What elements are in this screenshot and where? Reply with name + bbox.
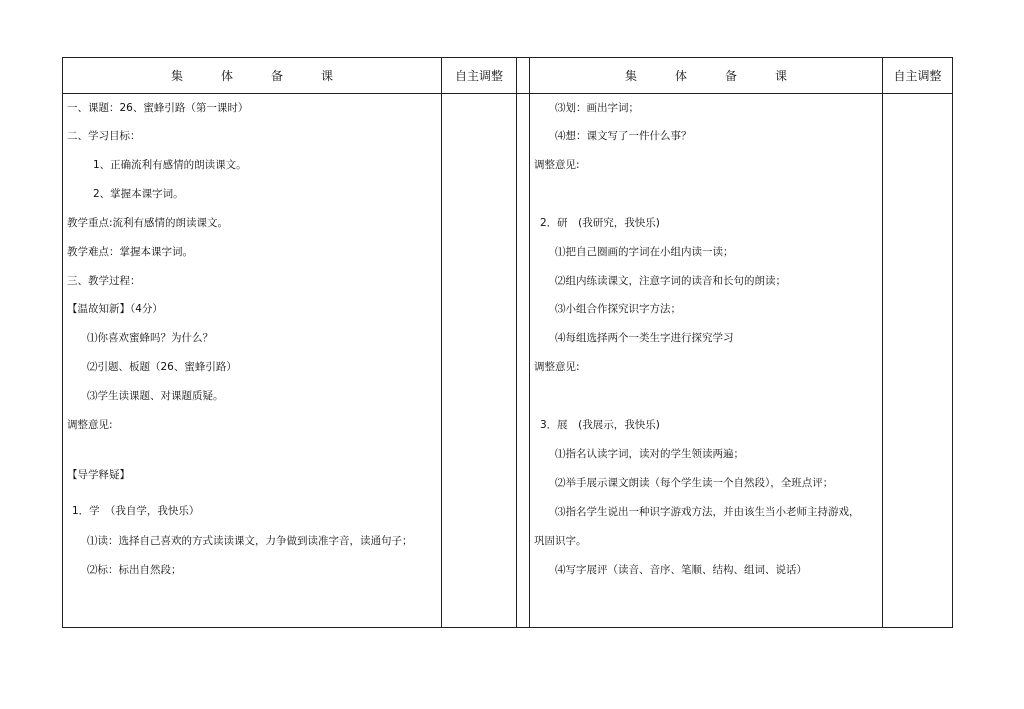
right-header-title [530,57,882,93]
research-item: ⑷每组选择两个一类生字进行探究学习 [555,332,734,344]
review-item: ⑶学生读课题、对课题质疑。 [87,390,224,402]
research-item: ⑴把自己圈画的字词在小组内读一读； [555,246,734,258]
learn-item: ⑴读：选择自己喜欢的方式读读课文，力争做到读准字音，读通句子； [87,535,413,547]
teaching-difficulty: 教学难点：掌握本课字词。 [67,246,193,258]
left-section-right-border [516,57,517,628]
step-learn: 1．学 （我自学，我快乐） [72,505,200,517]
review-item: ⑵引题、板题（26、蜜蜂引路） [87,361,237,373]
header-char: 备 [271,68,284,83]
table-bottom-border [62,627,953,628]
show-item: ⑴指名认读字词，读对的学生领读两遍； [555,448,744,460]
show-item: ⑵举手展示课文朗读（每个学生读一个自然段），全班点评； [555,477,834,489]
right-header-adjust: 自主调整 [893,68,942,83]
adjust-opinion: 调整意见: [67,419,113,431]
objective-item: 1、正确流利有感情的朗读课文。 [93,159,247,171]
table-right-border [952,57,953,628]
research-item: ⑵组内练读课文，注意字词的读音和长句的朗读； [555,275,786,287]
lesson-title: 一、课题：26、蜜蜂引路（第一课时） [67,102,249,114]
teaching-focus: 教学重点:流利有感情的朗读课文。 [67,217,229,229]
header-char: 体 [220,68,233,83]
header-divider [62,93,953,94]
subsection-review: 【温故知新】（4分） [67,303,163,315]
learn-item: ⑵标：标出自然段； [87,564,182,576]
review-item: ⑴你喜欢蜜蜂吗？为什么？ [87,332,213,344]
header-char: 课 [775,68,788,83]
header-char: 体 [674,68,687,83]
header-char: 集 [170,68,183,83]
right-section-left-border [529,57,530,628]
header-char: 课 [321,68,334,83]
learn-item: ⑶划：画出字词； [555,102,639,114]
section-objectives: 二、学习目标： [67,130,141,142]
left-adjust-divider [441,57,442,628]
header-char: 备 [725,68,738,83]
subsection-guided: 【导学释疑】 [67,469,130,481]
header-char: 集 [624,68,637,83]
objective-item: 2、掌握本课字词。 [93,188,184,200]
learn-item: ⑷想：课文写了一件什么事？ [555,130,692,142]
right-adjust-divider [882,57,883,628]
section-process: 三、教学过程： [67,275,141,287]
show-item: ⑶指名学生说出一种识字游戏方法，并由该生当小老师主持游戏， [555,506,860,518]
table-left-border [62,57,63,628]
adjust-opinion: 调整意见: [534,361,580,373]
show-item: ⑷写字展评（读音、音序、笔顺、结构、组词、说话） [555,564,807,576]
left-header-adjust: 自主调整 [454,68,503,83]
show-item-continued: 巩固识字。 [534,535,587,547]
research-item: ⑶小组合作探究识字方法； [555,303,681,315]
step-show: 3．展 (我展示，我快乐) [540,419,660,431]
left-header-title [63,57,441,93]
adjust-opinion: 调整意见: [534,159,580,171]
step-research: 2．研 (我研究，我快乐) [540,217,660,229]
